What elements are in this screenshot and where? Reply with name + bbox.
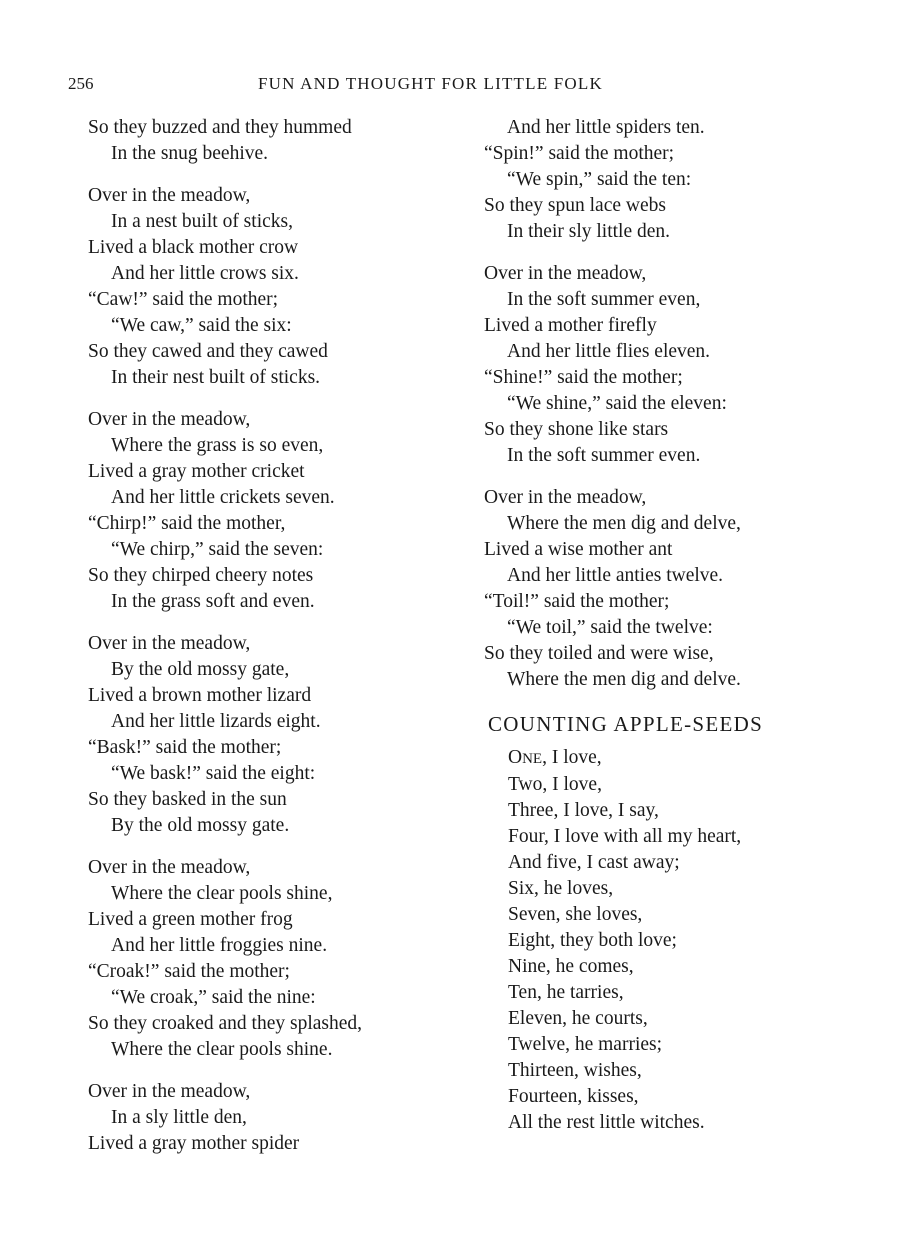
poem-line: Fourteen, kisses,	[508, 1086, 639, 1107]
poem-line: Lived a black mother crow	[88, 237, 299, 258]
poem-line: So they croaked and they splashed,	[88, 1013, 363, 1034]
poem-line: And her little lizards eight.	[111, 711, 321, 732]
poem-line: “We spin,” said the ten:	[507, 169, 692, 190]
poem-line: “We caw,” said the six:	[111, 315, 292, 336]
poem-line: Seven, she loves,	[508, 904, 643, 925]
stanza	[88, 631, 448, 839]
right-column	[484, 115, 884, 1136]
poem-line: Over in the meadow,	[484, 487, 647, 508]
poem-line: Lived a gray mother spider	[88, 1133, 300, 1154]
poem-line: Over in the meadow,	[88, 185, 251, 206]
poem-line: In a nest built of sticks,	[111, 211, 293, 232]
poem-line: Six, he loves,	[508, 878, 614, 899]
stanza	[88, 407, 448, 615]
poem-line: All the rest little witches.	[508, 1112, 705, 1133]
poem-line: “We bask!” said the eight:	[111, 763, 316, 784]
poem-line: So they toiled and were wise,	[484, 643, 714, 664]
running-head: FUN AND THOUGHT FOR LITTLE FOLK	[258, 74, 603, 93]
poem-line: And five, I cast away;	[508, 852, 680, 873]
stanza	[88, 115, 448, 167]
poem-line: And her little spiders ten.	[507, 117, 705, 138]
poem-line: And her little crickets seven.	[111, 487, 335, 508]
poem-line: Lived a mother firefly	[484, 315, 657, 336]
poem-line: “Toil!” said the mother;	[484, 591, 670, 612]
poem-line: Nine, he comes,	[508, 956, 634, 977]
poem-line: Lived a wise mother ant	[484, 539, 673, 560]
poem-line: Over in the meadow,	[484, 263, 647, 284]
poem-line: In the soft summer even.	[507, 445, 701, 466]
poem-line: Over in the meadow,	[88, 409, 251, 430]
stanza	[88, 183, 448, 391]
poem-line: “Bask!” said the mother;	[88, 737, 282, 758]
poem-line: “We croak,” said the nine:	[111, 987, 316, 1008]
poem-line: So they cawed and they cawed	[88, 341, 328, 362]
poem-line: Over in the meadow,	[88, 857, 251, 878]
poem-line: “Chirp!” said the mother,	[88, 513, 286, 534]
poem-line: In the grass soft and even.	[111, 591, 315, 612]
small-caps-initial: O	[508, 747, 523, 768]
poem-line: And her little anties twelve.	[507, 565, 724, 586]
poem-line: Lived a brown mother lizard	[88, 685, 312, 706]
poem-line: Ten, he tarries,	[508, 982, 624, 1003]
poem-line: Where the clear pools shine,	[111, 883, 333, 904]
poem-line: In their sly little den.	[507, 221, 671, 242]
poem-line: Where the men dig and delve.	[507, 669, 741, 690]
left-column	[88, 115, 448, 1173]
poem-line: “Caw!” said the mother;	[88, 289, 279, 310]
poem-line: Over in the meadow,	[88, 633, 251, 654]
poem-line: Eight, they both love;	[508, 930, 677, 951]
small-caps-rest: NE	[522, 751, 543, 767]
poem-line: In a sly little den,	[111, 1107, 247, 1128]
poem-line: “We shine,” said the eleven:	[507, 393, 727, 414]
poem-line: “Croak!” said the mother;	[88, 961, 290, 982]
poem-line: “We toil,” said the twelve:	[507, 617, 713, 638]
poem-line: In the snug beehive.	[111, 143, 269, 164]
poem-line: Lived a gray mother cricket	[88, 461, 305, 482]
poem-line: Eleven, he courts,	[508, 1008, 648, 1029]
poem-line: In the soft summer even,	[507, 289, 701, 310]
poem-line: Where the men dig and delve,	[507, 513, 741, 534]
poem-line: “Spin!” said the mother;	[484, 143, 675, 164]
counting-rhyme	[484, 745, 884, 1136]
poem-line: Thirteen, wishes,	[508, 1060, 642, 1081]
poem-line: “Shine!” said the mother;	[484, 367, 683, 388]
poem-line: In their nest built of sticks.	[111, 367, 321, 388]
stanza	[88, 855, 448, 1063]
poem-line: So they shone like stars	[484, 419, 669, 440]
page-number: 256	[68, 74, 94, 93]
poem-line: And her little flies eleven.	[507, 341, 711, 362]
poem-line: And her little crows six.	[111, 263, 299, 284]
poem-line: Twelve, he marries;	[508, 1034, 663, 1055]
poem-line: So they spun lace webs	[484, 195, 666, 216]
poem-line	[484, 745, 884, 772]
poem-line: Where the grass is so even,	[111, 435, 324, 456]
poem-line: By the old mossy gate.	[111, 815, 290, 836]
poem-line: Three, I love, I say,	[508, 800, 659, 821]
poem-line: By the old mossy gate,	[111, 659, 290, 680]
poem-line: So they buzzed and they hummed	[88, 117, 352, 138]
first-line-text: , I love,	[542, 747, 602, 768]
section-title: COUNTING APPLE-SEEDS	[488, 712, 764, 736]
stanza	[484, 485, 884, 693]
stanza	[484, 261, 884, 469]
poem-line: So they chirped cheery notes	[88, 565, 314, 586]
poem-line: Lived a green mother frog	[88, 909, 293, 930]
poem-line: And her little froggies nine.	[111, 935, 328, 956]
stanza	[88, 1079, 448, 1157]
poem-line: “We chirp,” said the seven:	[111, 539, 324, 560]
poem-line: Where the clear pools shine.	[111, 1039, 333, 1060]
stanza	[484, 115, 884, 245]
poem-line: Two, I love,	[508, 774, 602, 795]
poem-line: So they basked in the sun	[88, 789, 287, 810]
poem-line: Over in the meadow,	[88, 1081, 251, 1102]
poem-line: Four, I love with all my heart,	[508, 826, 742, 847]
